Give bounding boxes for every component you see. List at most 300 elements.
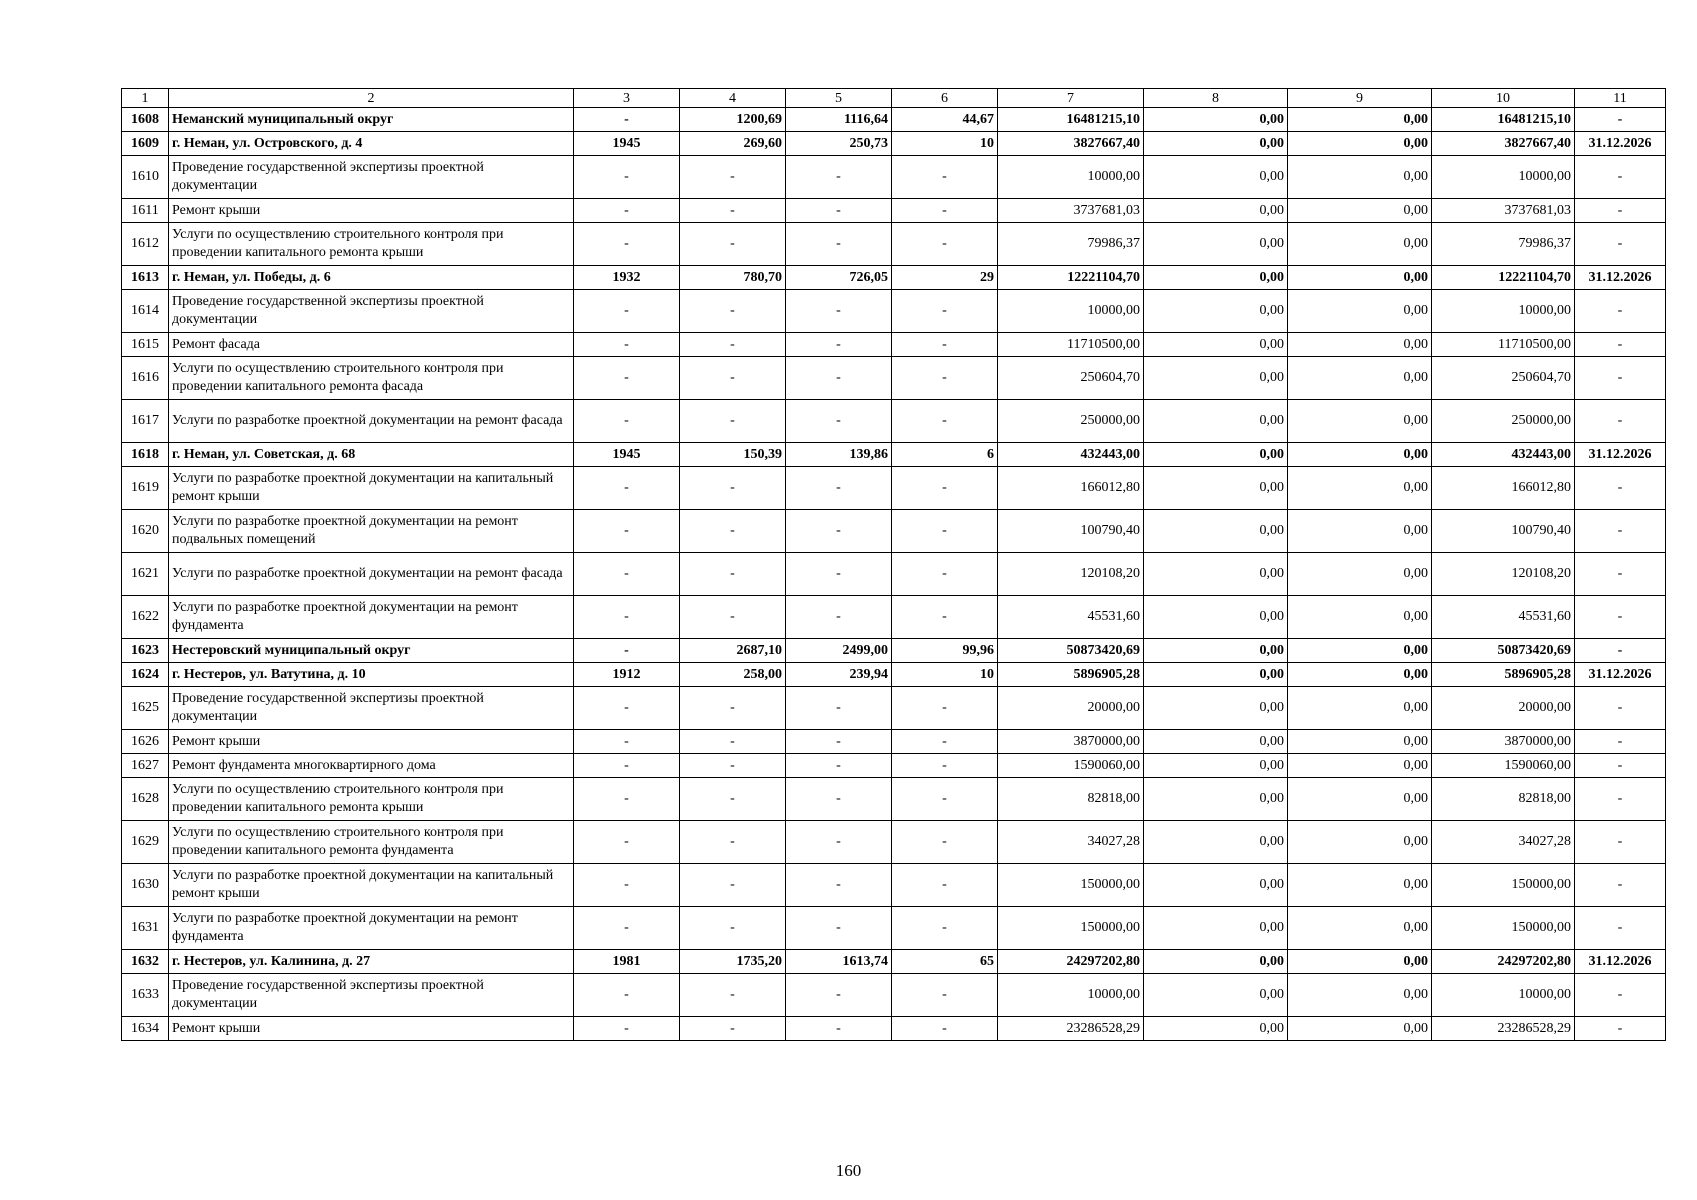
premises-area: - [786,357,892,400]
budget-cost: 0,00 [1288,821,1432,864]
residents-count: 10 [892,663,998,687]
premises-area: - [786,687,892,730]
budget-cost: 0,00 [1288,596,1432,639]
table-body [122,89,1666,1041]
fund-cost: 0,00 [1144,290,1288,333]
residents-count: - [892,156,998,199]
budget-cost: 0,00 [1288,1017,1432,1041]
table-row [122,821,1666,864]
table-row [122,467,1666,510]
total-area: - [680,730,786,754]
owners-cost: 250000,00 [1432,400,1575,443]
budget-cost: 0,00 [1288,864,1432,907]
row-number: 1634 [122,1017,169,1041]
fund-cost: 0,00 [1144,443,1288,467]
residents-count: - [892,864,998,907]
total-area: - [680,553,786,596]
total-cost: 1590060,00 [998,754,1144,778]
year-built: - [574,907,680,950]
completion-date: - [1575,108,1666,132]
year-built: 1945 [574,132,680,156]
row-name: Услуги по разработке проектной документации на капитальный ремонт крыши [169,467,574,510]
year-built: - [574,223,680,266]
total-cost: 50873420,69 [998,639,1144,663]
premises-area: - [786,156,892,199]
year-built: 1945 [574,443,680,467]
owners-cost: 24297202,80 [1432,950,1575,974]
row-number: 1627 [122,754,169,778]
table-row [122,778,1666,821]
row-number: 1614 [122,290,169,333]
table-row [122,864,1666,907]
row-name: Проведение государственной экспертизы проектной документации [169,687,574,730]
year-built: - [574,639,680,663]
total-area: - [680,223,786,266]
fund-cost: 0,00 [1144,553,1288,596]
fund-cost: 0,00 [1144,357,1288,400]
owners-cost: 250604,70 [1432,357,1575,400]
row-number: 1618 [122,443,169,467]
budget-cost: 0,00 [1288,730,1432,754]
row-name: Нестеровский муниципальный округ [169,639,574,663]
year-built: 1932 [574,266,680,290]
row-number: 1612 [122,223,169,266]
row-name: Ремонт крыши [169,730,574,754]
row-number: 1610 [122,156,169,199]
completion-date: - [1575,1017,1666,1041]
budget-cost: 0,00 [1288,663,1432,687]
completion-date: 31.12.2026 [1575,266,1666,290]
fund-cost: 0,00 [1144,199,1288,223]
owners-cost: 11710500,00 [1432,333,1575,357]
residents-count: - [892,821,998,864]
row-name: Неманский муниципальный округ [169,108,574,132]
completion-date: - [1575,821,1666,864]
table-row [122,199,1666,223]
row-number: 1608 [122,108,169,132]
residents-count: - [892,778,998,821]
row-number: 1628 [122,778,169,821]
table-row [122,223,1666,266]
table-row [122,400,1666,443]
row-number: 1633 [122,974,169,1017]
premises-area: 139,86 [786,443,892,467]
total-cost: 10000,00 [998,290,1144,333]
budget-cost: 0,00 [1288,639,1432,663]
premises-area: - [786,223,892,266]
premises-area: - [786,400,892,443]
total-area: 1735,20 [680,950,786,974]
year-built: - [574,467,680,510]
row-number: 1611 [122,199,169,223]
completion-date: 31.12.2026 [1575,443,1666,467]
completion-date: - [1575,864,1666,907]
fund-cost: 0,00 [1144,596,1288,639]
premises-area: - [786,290,892,333]
total-cost: 150000,00 [998,907,1144,950]
premises-area: 1613,74 [786,950,892,974]
premises-area: - [786,553,892,596]
table-row [122,663,1666,687]
year-built: - [574,730,680,754]
column-header-10: 10 [1432,89,1575,108]
premises-area: 239,94 [786,663,892,687]
total-area: 2687,10 [680,639,786,663]
fund-cost: 0,00 [1144,639,1288,663]
total-cost: 23286528,29 [998,1017,1144,1041]
fund-cost: 0,00 [1144,223,1288,266]
budget-cost: 0,00 [1288,443,1432,467]
total-cost: 79986,37 [998,223,1144,266]
row-name: г. Неман, ул. Советская, д. 68 [169,443,574,467]
row-number: 1617 [122,400,169,443]
total-area: - [680,687,786,730]
completion-date: - [1575,199,1666,223]
year-built: - [574,357,680,400]
completion-date: - [1575,974,1666,1017]
completion-date: - [1575,333,1666,357]
total-cost: 250604,70 [998,357,1144,400]
premises-area: 2499,00 [786,639,892,663]
owners-cost: 10000,00 [1432,290,1575,333]
owners-cost: 12221104,70 [1432,266,1575,290]
row-name: Услуги по разработке проектной документации на ремонт фасада [169,553,574,596]
budget-cost: 0,00 [1288,974,1432,1017]
owners-cost: 16481215,10 [1432,108,1575,132]
budget-cost: 0,00 [1288,950,1432,974]
row-number: 1616 [122,357,169,400]
column-header-3: 3 [574,89,680,108]
total-cost: 11710500,00 [998,333,1144,357]
owners-cost: 79986,37 [1432,223,1575,266]
table-row [122,950,1666,974]
fund-cost: 0,00 [1144,974,1288,1017]
total-cost: 3737681,03 [998,199,1144,223]
completion-date: - [1575,467,1666,510]
residents-count: - [892,754,998,778]
fund-cost: 0,00 [1144,950,1288,974]
table-row [122,443,1666,467]
budget-cost: 0,00 [1288,510,1432,553]
table-row [122,333,1666,357]
row-number: 1632 [122,950,169,974]
residents-count: 65 [892,950,998,974]
total-area: - [680,864,786,907]
owners-cost: 166012,80 [1432,467,1575,510]
table-row [122,156,1666,199]
document-sheet [121,88,1665,1041]
owners-cost: 3737681,03 [1432,199,1575,223]
budget-cost: 0,00 [1288,687,1432,730]
premises-area: - [786,199,892,223]
year-built: 1912 [574,663,680,687]
residents-count: 6 [892,443,998,467]
fund-cost: 0,00 [1144,687,1288,730]
owners-cost: 150000,00 [1432,864,1575,907]
table-row [122,730,1666,754]
total-area: - [680,156,786,199]
premises-area: - [786,907,892,950]
residents-count: - [892,199,998,223]
budget-cost: 0,00 [1288,400,1432,443]
row-name: г. Нестеров, ул. Калинина, д. 27 [169,950,574,974]
table-row [122,266,1666,290]
row-number: 1630 [122,864,169,907]
row-name: Ремонт крыши [169,1017,574,1041]
budget-cost: 0,00 [1288,132,1432,156]
premises-area: - [786,1017,892,1041]
premises-area: - [786,754,892,778]
total-cost: 3827667,40 [998,132,1144,156]
budget-cost: 0,00 [1288,223,1432,266]
residents-count: - [892,357,998,400]
total-cost: 100790,40 [998,510,1144,553]
table-row [122,357,1666,400]
table-row [122,290,1666,333]
total-cost: 10000,00 [998,974,1144,1017]
row-name: Услуги по осуществлению строительного контроля при проведении капитального ремонта фасада [169,357,574,400]
completion-date: - [1575,730,1666,754]
residents-count: - [892,907,998,950]
owners-cost: 10000,00 [1432,974,1575,1017]
column-header-6: 6 [892,89,998,108]
row-name: Ремонт фундамента многоквартирного дома [169,754,574,778]
residents-count: - [892,730,998,754]
capital-repair-table [121,88,1666,1041]
total-cost: 3870000,00 [998,730,1144,754]
total-cost: 432443,00 [998,443,1144,467]
row-number: 1620 [122,510,169,553]
total-area: - [680,467,786,510]
year-built: - [574,108,680,132]
year-built: - [574,400,680,443]
premises-area: - [786,596,892,639]
completion-date: - [1575,907,1666,950]
premises-area: - [786,821,892,864]
owners-cost: 82818,00 [1432,778,1575,821]
total-cost: 24297202,80 [998,950,1144,974]
fund-cost: 0,00 [1144,778,1288,821]
column-header-9: 9 [1288,89,1432,108]
owners-cost: 20000,00 [1432,687,1575,730]
total-cost: 250000,00 [998,400,1144,443]
completion-date: - [1575,357,1666,400]
row-number: 1615 [122,333,169,357]
budget-cost: 0,00 [1288,199,1432,223]
completion-date: - [1575,778,1666,821]
budget-cost: 0,00 [1288,907,1432,950]
table-row [122,553,1666,596]
total-area: - [680,357,786,400]
column-header-1: 1 [122,89,169,108]
total-area: - [680,778,786,821]
fund-cost: 0,00 [1144,333,1288,357]
table-row [122,639,1666,663]
total-cost: 120108,20 [998,553,1144,596]
residents-count: - [892,333,998,357]
total-area: 269,60 [680,132,786,156]
premises-area: 726,05 [786,266,892,290]
row-number: 1623 [122,639,169,663]
total-area: - [680,333,786,357]
owners-cost: 1590060,00 [1432,754,1575,778]
budget-cost: 0,00 [1288,290,1432,333]
page-number: 160 [835,1161,862,1180]
residents-count: 44,67 [892,108,998,132]
row-name: Услуги по разработке проектной документации на капитальный ремонт крыши [169,864,574,907]
row-name: Ремонт фасада [169,333,574,357]
owners-cost: 120108,20 [1432,553,1575,596]
year-built: - [574,687,680,730]
owners-cost: 50873420,69 [1432,639,1575,663]
fund-cost: 0,00 [1144,754,1288,778]
year-built: - [574,290,680,333]
total-area: - [680,821,786,864]
budget-cost: 0,00 [1288,156,1432,199]
column-header-8: 8 [1144,89,1288,108]
completion-date: - [1575,754,1666,778]
residents-count: - [892,290,998,333]
fund-cost: 0,00 [1144,467,1288,510]
total-cost: 20000,00 [998,687,1144,730]
table-row [122,1017,1666,1041]
budget-cost: 0,00 [1288,357,1432,400]
owners-cost: 23286528,29 [1432,1017,1575,1041]
residents-count: 99,96 [892,639,998,663]
year-built: - [574,821,680,864]
total-area: - [680,596,786,639]
completion-date: - [1575,687,1666,730]
fund-cost: 0,00 [1144,821,1288,864]
year-built: - [574,1017,680,1041]
fund-cost: 0,00 [1144,400,1288,443]
row-number: 1609 [122,132,169,156]
column-number-row [122,89,1666,108]
year-built: - [574,553,680,596]
owners-cost: 100790,40 [1432,510,1575,553]
row-name: Услуги по осуществлению строительного контроля при проведении капитального ремонта фундамента [169,821,574,864]
residents-count: - [892,400,998,443]
row-name: Услуги по разработке проектной документации на ремонт подвальных помещений [169,510,574,553]
row-name: Услуги по осуществлению строительного контроля при проведении капитального ремонта крыши [169,223,574,266]
fund-cost: 0,00 [1144,730,1288,754]
fund-cost: 0,00 [1144,510,1288,553]
total-area: 258,00 [680,663,786,687]
total-area: 780,70 [680,266,786,290]
total-area: - [680,754,786,778]
residents-count: - [892,223,998,266]
table-row [122,108,1666,132]
owners-cost: 3827667,40 [1432,132,1575,156]
budget-cost: 0,00 [1288,333,1432,357]
completion-date: 31.12.2026 [1575,132,1666,156]
year-built: - [574,510,680,553]
year-built: - [574,778,680,821]
year-built: - [574,864,680,907]
fund-cost: 0,00 [1144,132,1288,156]
row-number: 1613 [122,266,169,290]
row-name: Услуги по осуществлению строительного контроля при проведении капитального ремонта крыши [169,778,574,821]
column-header-4: 4 [680,89,786,108]
total-area: - [680,510,786,553]
budget-cost: 0,00 [1288,108,1432,132]
total-area: - [680,1017,786,1041]
total-area: - [680,907,786,950]
column-header-7: 7 [998,89,1144,108]
fund-cost: 0,00 [1144,663,1288,687]
completion-date: - [1575,553,1666,596]
fund-cost: 0,00 [1144,266,1288,290]
table-row [122,754,1666,778]
owners-cost: 432443,00 [1432,443,1575,467]
row-name: Услуги по разработке проектной документации на ремонт фундамента [169,907,574,950]
budget-cost: 0,00 [1288,778,1432,821]
fund-cost: 0,00 [1144,108,1288,132]
budget-cost: 0,00 [1288,553,1432,596]
table-row [122,596,1666,639]
completion-date: - [1575,510,1666,553]
fund-cost: 0,00 [1144,864,1288,907]
owners-cost: 3870000,00 [1432,730,1575,754]
year-built: 1981 [574,950,680,974]
budget-cost: 0,00 [1288,266,1432,290]
completion-date: 31.12.2026 [1575,663,1666,687]
total-cost: 34027,28 [998,821,1144,864]
row-number: 1621 [122,553,169,596]
owners-cost: 45531,60 [1432,596,1575,639]
residents-count: - [892,510,998,553]
completion-date: - [1575,290,1666,333]
residents-count: - [892,467,998,510]
budget-cost: 0,00 [1288,467,1432,510]
residents-count: - [892,596,998,639]
row-number: 1631 [122,907,169,950]
row-name: г. Неман, ул. Островского, д. 4 [169,132,574,156]
table-row [122,132,1666,156]
premises-area: - [786,333,892,357]
year-built: - [574,199,680,223]
table-row [122,510,1666,553]
premises-area: - [786,974,892,1017]
total-area: 150,39 [680,443,786,467]
premises-area: - [786,864,892,907]
total-cost: 82818,00 [998,778,1144,821]
total-area: - [680,400,786,443]
total-cost: 5896905,28 [998,663,1144,687]
total-cost: 166012,80 [998,467,1144,510]
premises-area: - [786,510,892,553]
completion-date: - [1575,400,1666,443]
completion-date: - [1575,596,1666,639]
fund-cost: 0,00 [1144,1017,1288,1041]
premises-area: - [786,467,892,510]
total-area: - [680,199,786,223]
budget-cost: 0,00 [1288,754,1432,778]
row-name: Проведение государственной экспертизы проектной документации [169,156,574,199]
total-cost: 150000,00 [998,864,1144,907]
residents-count: - [892,687,998,730]
year-built: - [574,333,680,357]
completion-date: - [1575,639,1666,663]
year-built: - [574,156,680,199]
fund-cost: 0,00 [1144,156,1288,199]
residents-count: - [892,553,998,596]
row-number: 1624 [122,663,169,687]
row-name: Услуги по разработке проектной документации на ремонт фасада [169,400,574,443]
year-built: - [574,754,680,778]
row-name: г. Неман, ул. Победы, д. 6 [169,266,574,290]
total-cost: 16481215,10 [998,108,1144,132]
